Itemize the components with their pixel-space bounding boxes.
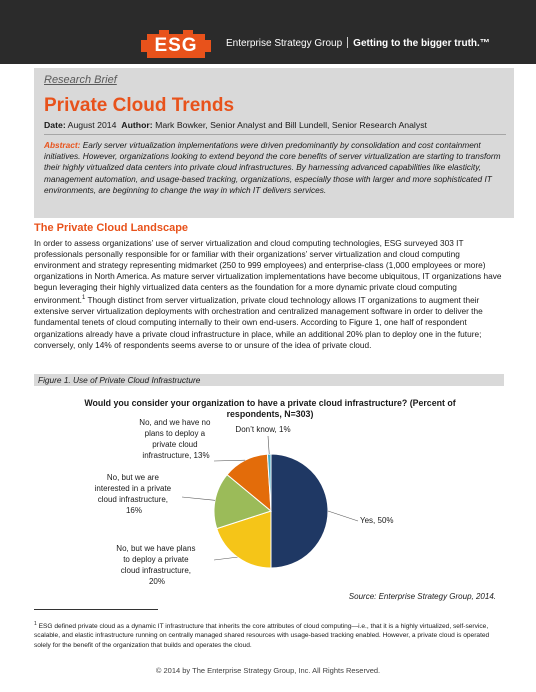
pie-slice-interested-leader [182, 497, 215, 500]
footnote-text: ESG defined private cloud as a dynamic IT infrastructure that inherits the core attributes of cloud computing—i.e., that it is a highly virtualized, self-service, scalable, and elastic infrastructure running on centrally managed shared resources with usage-based tracking enabled. However, a private cloud is operated solely for the benefit of the organization that builds and operates the cloud. [34, 623, 490, 649]
slice-label-interested: No, but we are interested in a private cloud infrastructure, 16% [94, 473, 172, 515]
pie-slice-have-plans-leader [214, 557, 237, 560]
date-value: August 2014 [67, 120, 117, 130]
footnote [34, 620, 502, 650]
slice-label-no-plans: No, and we have no plans to deploy a private cloud infrastructure, 13% [139, 418, 211, 460]
abstract-text: Early server virtualization implementations were driven predominantly by consolidation and cost containment initiatives. However, organizations looking to extend beyond the core benefits of server virtualization are starting to transform their highly virtualized data centers into private cloud infrastructures. By harnessing advanced capabilities like elasticity, management automation, and usage-based tracking, organizations, especially those with larger and more sophisticated IT environments, are beginning to change the way in which IT delivers services. [44, 140, 501, 195]
slice-label-dont-know: Don’t know, 1% [235, 425, 291, 434]
chart-source: Source: Enterprise Strategy Group, 2014. [348, 592, 496, 601]
pie-slices [214, 454, 328, 568]
brief-label: Research Brief [44, 74, 117, 86]
paragraph-part-1: In order to assess organizations’ use of server virtualization and cloud computing technologies, ESG surveyed 303 IT professionals personally responsible for or familiar with their organizations’ server virtualization and cloud computing environment and strategy representing midmarket (250 to 999 employees) and enterprise-class (1,000 employees or more) organizations in North America. As mature server virtualization implementations have become ubiquitous, IT organizations have begun leveraging their highly virtualized data centers as the foundation for a more dynamic private cloud computing environment. [34, 238, 502, 306]
logo-text: ESG [147, 34, 205, 58]
page-title: Private Cloud Trends [44, 95, 235, 116]
footnote-divider [34, 609, 158, 610]
footnote-ref: 1 [81, 295, 86, 302]
slice-label-yes: Yes, 50% [360, 516, 394, 525]
company-name: Enterprise Strategy Group [226, 38, 343, 49]
company-slogan: Getting to the bigger truth.™ [353, 38, 490, 49]
slice-label-have-plans: No, but we have plans to deploy a private cloud infrastructure, 20% [116, 544, 196, 586]
author-value: Mark Bowker, Senior Analyst and Bill Lundell, Senior Research Analyst [155, 120, 427, 130]
paragraph-part-2: Though distinct from server virtualization, private cloud technology allows IT organizations to augment their extensive server virtualization deployments with orchestration and centralized management software in order to deliver the fundamental tenets of cloud computing internally to their own end-users. According to Figure 1, one half of respondent organizations already have a private cloud infrastructure in place, while an additional 20% plan to deploy one in the future; conversely, only 14% of respondents seems averse to or unsure of the idea of private cloud. [34, 295, 483, 350]
pie-slice-no-plans-leader [214, 460, 245, 461]
date-label: Date: [44, 120, 66, 130]
section-heading: The Private Cloud Landscape [34, 222, 189, 234]
author-label: Author: [121, 120, 153, 130]
chart-title: Would you consider your organization to have a private cloud infrastructure? (Percent of respondents, N=303) [84, 398, 456, 419]
footnote-number: 1 [34, 621, 37, 627]
figure-caption: Figure 1. Use of Private Cloud Infrastructure [38, 375, 201, 385]
pie-slice-yes-leader [328, 511, 358, 521]
copyright: © 2014 by The Enterprise Strategy Group, Inc. All Rights Reserved. [155, 666, 381, 675]
pie-slice-dont-know-leader [268, 436, 269, 454]
abstract-label: Abstract: [44, 140, 81, 150]
pie-slice-yes [271, 454, 328, 568]
